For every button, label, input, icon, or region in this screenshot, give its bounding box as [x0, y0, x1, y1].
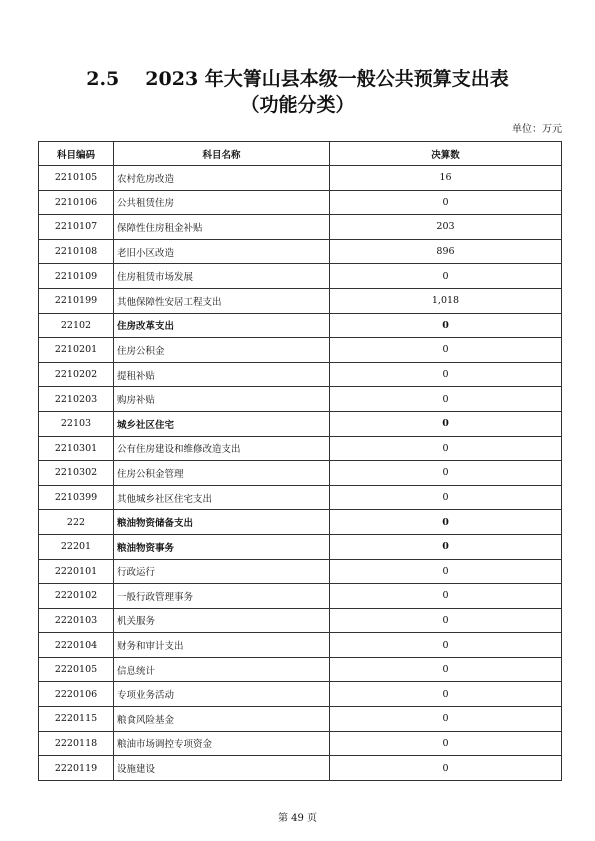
table-row	[39, 461, 562, 486]
cell-amount: 0	[330, 756, 562, 781]
cell-name: 城乡社区住宅	[114, 411, 330, 436]
table-row	[39, 264, 562, 289]
cell-code: 2210203	[39, 387, 114, 412]
cell-name: 粮油物资事务	[114, 534, 330, 559]
cell-amount: 0	[330, 264, 562, 289]
cell-name: 机关服务	[114, 608, 330, 633]
cell-name: 行政运行	[114, 559, 330, 584]
cell-name: 公有住房建设和维修改造支出	[114, 436, 330, 461]
cell-code: 2210107	[39, 215, 114, 240]
cell-name: 粮食风险基金	[114, 707, 330, 732]
cell-code: 2220106	[39, 682, 114, 707]
cell-name: 信息统计	[114, 657, 330, 682]
cell-code: 22103	[39, 411, 114, 436]
table-row	[39, 682, 562, 707]
page-subtitle: （功能分类）	[240, 94, 355, 116]
cell-name: 公共租赁住房	[114, 190, 330, 215]
cell-code: 2210108	[39, 239, 114, 264]
cell-amount: 0	[330, 633, 562, 658]
cell-code: 2210399	[39, 485, 114, 510]
budget-table	[38, 141, 562, 781]
table-row	[39, 166, 562, 191]
cell-amount: 0	[330, 313, 562, 338]
table-body	[39, 166, 562, 781]
cell-name: 保障性住房租金补贴	[114, 215, 330, 240]
cell-amount: 0	[330, 190, 562, 215]
cell-amount: 0	[330, 682, 562, 707]
cell-amount: 1,018	[330, 288, 562, 313]
table-row	[39, 633, 562, 658]
cell-code: 2220115	[39, 707, 114, 732]
cell-amount: 0	[330, 731, 562, 756]
table-row	[39, 387, 562, 412]
cell-code: 2210202	[39, 362, 114, 387]
cell-amount: 16	[330, 166, 562, 191]
cell-name: 住房租赁市场发展	[114, 264, 330, 289]
table-row	[39, 608, 562, 633]
cell-name: 粮油市场调控专项资金	[114, 731, 330, 756]
cell-code: 2220119	[39, 756, 114, 781]
cell-amount: 0	[330, 485, 562, 510]
cell-amount: 0	[330, 362, 562, 387]
cell-amount: 0	[330, 411, 562, 436]
cell-amount: 0	[330, 436, 562, 461]
cell-name: 住房改革支出	[114, 313, 330, 338]
cell-name: 财务和审计支出	[114, 633, 330, 658]
cell-amount: 0	[330, 338, 562, 363]
cell-code: 2220103	[39, 608, 114, 633]
cell-code: 2210302	[39, 461, 114, 486]
table-header-row	[39, 142, 562, 166]
table-row	[39, 288, 562, 313]
table-row	[39, 313, 562, 338]
page-number: 第 49 页	[277, 813, 318, 824]
cell-code: 2210109	[39, 264, 114, 289]
header-name: 科目名称	[114, 142, 330, 166]
cell-code: 2210301	[39, 436, 114, 461]
cell-name: 其他城乡社区住宅支出	[114, 485, 330, 510]
table-row	[39, 756, 562, 781]
cell-name: 粮油物资储备支出	[114, 510, 330, 535]
table-row	[39, 215, 562, 240]
table-row	[39, 411, 562, 436]
cell-name: 农村危房改造	[114, 166, 330, 191]
cell-amount: 0	[330, 461, 562, 486]
table-row	[39, 239, 562, 264]
cell-name: 其他保障性安居工程支出	[114, 288, 330, 313]
cell-amount: 0	[330, 387, 562, 412]
table-row	[39, 707, 562, 732]
page-title	[0, 67, 595, 91]
table-row	[39, 731, 562, 756]
cell-name: 提租补贴	[114, 362, 330, 387]
cell-name: 设施建设	[114, 756, 330, 781]
cell-code: 22102	[39, 313, 114, 338]
cell-amount: 0	[330, 584, 562, 609]
cell-amount: 0	[330, 608, 562, 633]
cell-code: 2220104	[39, 633, 114, 658]
cell-amount: 0	[330, 510, 562, 535]
cell-code: 2210106	[39, 190, 114, 215]
table-row	[39, 485, 562, 510]
unit-label: 单位：万元	[512, 124, 562, 135]
header-code: 科目编码	[39, 142, 114, 166]
cell-name: 老旧小区改造	[114, 239, 330, 264]
cell-amount: 0	[330, 707, 562, 732]
table-row	[39, 657, 562, 682]
cell-name: 住房公积金管理	[114, 461, 330, 486]
cell-code: 2210105	[39, 166, 114, 191]
table-row	[39, 534, 562, 559]
cell-code: 2210201	[39, 338, 114, 363]
cell-code: 2220101	[39, 559, 114, 584]
cell-code: 2220102	[39, 584, 114, 609]
cell-code: 2210199	[39, 288, 114, 313]
table-row	[39, 190, 562, 215]
title-text: 2023 年大箐山县本级一般公共预算支出表	[145, 68, 509, 90]
cell-name: 一般行政管理事务	[114, 584, 330, 609]
table-row	[39, 510, 562, 535]
cell-amount: 0	[330, 534, 562, 559]
cell-code: 2220105	[39, 657, 114, 682]
cell-amount: 0	[330, 657, 562, 682]
cell-name: 购房补贴	[114, 387, 330, 412]
table-row	[39, 362, 562, 387]
cell-name: 专项业务活动	[114, 682, 330, 707]
cell-name: 住房公积金	[114, 338, 330, 363]
table-row	[39, 559, 562, 584]
table-row	[39, 436, 562, 461]
table-row	[39, 338, 562, 363]
section-number: 2.5	[86, 68, 120, 90]
cell-amount: 896	[330, 239, 562, 264]
table-row	[39, 584, 562, 609]
cell-code: 22201	[39, 534, 114, 559]
header-amount: 决算数	[330, 142, 562, 166]
cell-code: 222	[39, 510, 114, 535]
cell-code: 2220118	[39, 731, 114, 756]
cell-amount: 203	[330, 215, 562, 240]
cell-amount: 0	[330, 559, 562, 584]
